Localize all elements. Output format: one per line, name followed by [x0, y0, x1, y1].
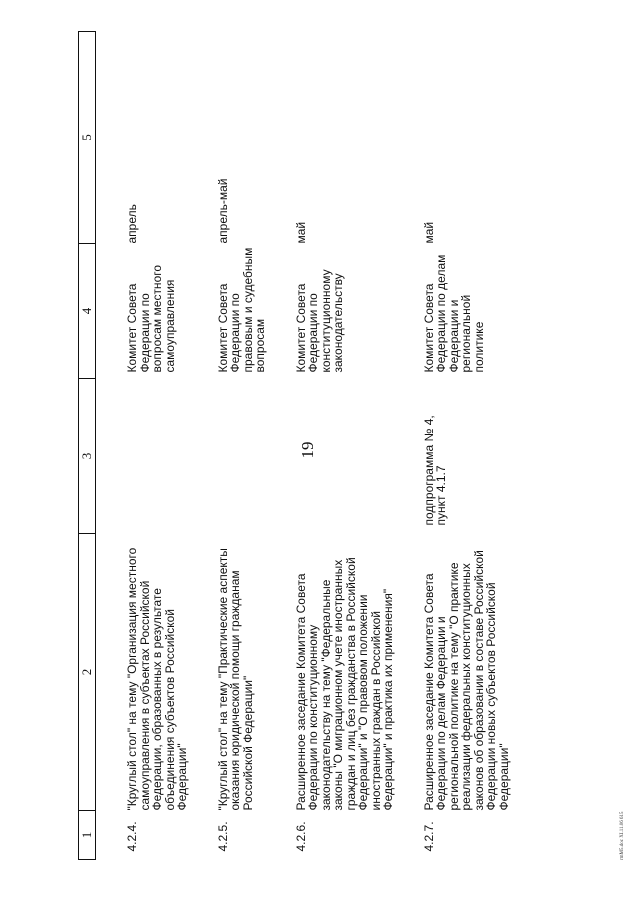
file-footer: rmM5.doc XI.11.06 615	[620, 811, 625, 860]
column-header-2: 2	[79, 534, 96, 811]
table-row	[267, 32, 395, 860]
responsible-committee: Комитет Совета Федерации по делам Федерации и региональной политике	[421, 254, 486, 373]
plan-table	[78, 31, 510, 860]
column-header-3: 3	[79, 379, 96, 534]
table-row	[395, 32, 511, 860]
event-description: Расширенное заседание Комитета Совета Федерации по делам Федерации и региональной политике на тему "О практике реализации федеральных конституционных законов об образовании в составе Российской Федерации новых субъектов Российской Федерации"	[421, 550, 511, 811]
item-number: 4.2.6.	[293, 821, 308, 852]
responsible-committee: Комитет Совета Федерации по правовым и судебным вопросам	[215, 247, 267, 373]
item-number: 4.2.5.	[215, 821, 230, 852]
event-description: "Круглый стол" на тему "Организация местного самоуправления в субъектах Российской Федерации, образованных в результате объединения субъектов Российской Федерации"	[125, 547, 189, 811]
program-reference	[189, 379, 267, 534]
column-header-5: 5	[79, 32, 96, 244]
event-date: апрель	[125, 204, 139, 244]
event-description: "Круглый стол" на тему "Практические аспекты оказания юридической помощи гражданам Российской Федерации"	[215, 548, 255, 811]
program-reference	[267, 379, 395, 534]
responsible-committee: Комитет Совета Федерации по вопросам местного самоуправления	[125, 264, 177, 373]
table-row	[189, 32, 267, 860]
event-description: Расширенное заседание Комитета Совета Федерации по конституционному законодательству на тему "Федеральные законы "О миграционном учете иностранных граждан и лиц без гражданства в Российской Федерации" и "О правовом положении иностранных граждан в Российской Федерации" и практика их применения"	[293, 557, 395, 811]
event-date: апрель-май	[215, 178, 230, 244]
responsible-committee: Комитет Совета Федерации по конституционному законодательству	[293, 269, 345, 373]
event-date: май	[421, 221, 436, 244]
item-number: 4.2.4.	[125, 821, 139, 852]
table-header-row	[79, 32, 96, 860]
column-header-1: 1	[79, 811, 96, 860]
page-number: 19	[298, 441, 317, 459]
event-date: май	[293, 221, 308, 244]
program-reference	[96, 379, 189, 534]
program-reference: подпрограмма № 4, пункт 4.1.7	[421, 415, 448, 526]
table-row	[96, 32, 189, 860]
column-header-4: 4	[79, 244, 96, 379]
item-number: 4.2.7.	[421, 821, 436, 852]
